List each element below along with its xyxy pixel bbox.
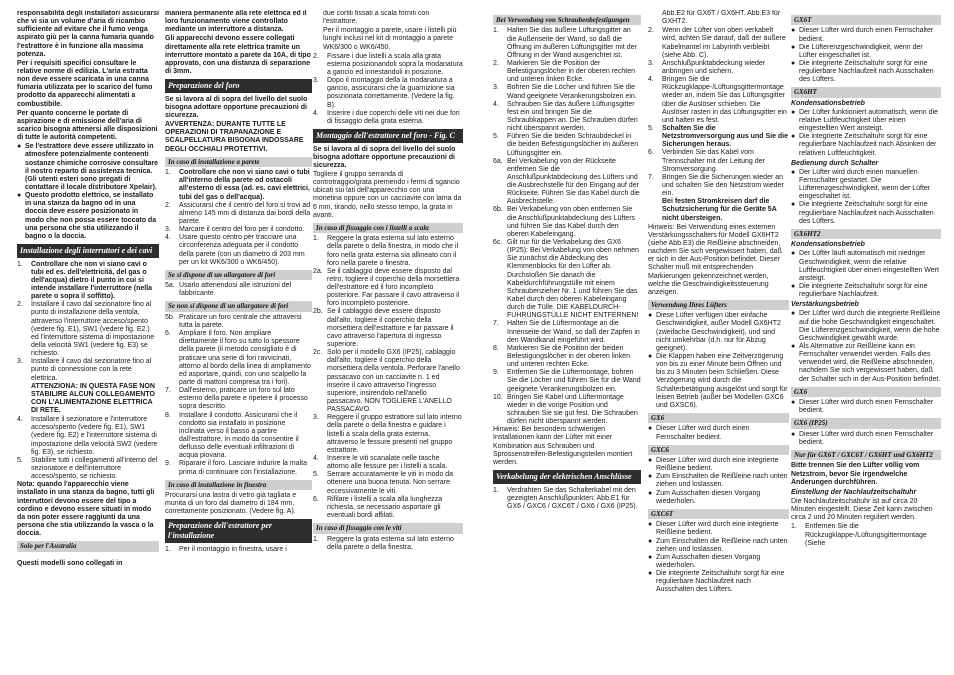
bullet-item: ● Der Lüfter läuft automatisch mit niedriger Geschwindigkeit, wenn die relative Luftfeuchtigkeit über einen eingestellten Wert ansteigt. [791,250,941,283]
bullet-item: ● Die Klappen haben eine Zeitverzögerung von bis zu einer Minute beim Öffnen und bis zu 3 Minuten beim Schließen. Diese Verzögerung wird durch die Schalterbetätigung ausgelöst und sorgt für leisen Betrieb (außer bei Modellen GXC6 und GXSC6). [648,353,789,410]
paragraph: maniera permanente alla rete elettrica ed il loro funzionamento viene controllato mediante un interruttore a distanza. [165,10,307,34]
list-item: 2. Markieren Sie die Position der Befestigungslöcher in der oberen rechten und unteren linken Ecke. [493,59,636,84]
bullet-item: ● Se l'estrattore deve essere utilizzato in atmosfere potenzialmente contenenti sostanze chimiche corrosive consultare il nostro reparto di assistenza tecnica.(Gli utenti esteri sono pregati di contattare il locale distributore Xpelair). [17,143,159,192]
list-item: 6b. Bei Verkabelung von oben entfernen Sie die Anschlußpunktabdeckung des Lüfters und führen Sie das Kabel durch den oberen Kabeleingang. [493,206,636,238]
list-item: 3. Dopo il montaggio della la modanatura a gancio, assicurarsi che la guarnizione sia posizionata correttamente. (Vedere la fig. B). [313,77,455,109]
subsection-heading: In caso di installazione in finestra [165,480,312,490]
list-item: 5b. Praticare un foro centrale che attraversi tutta la parete. [165,313,302,329]
list-item: 2. Fissare i due listelli a scala alla grata esterna posizionandoli sopra la modanatura a gancio ed innestandoli in posizione. [313,52,463,76]
list-item: 5. Schalten Sie die Netzstromversorgung aus und Sie die Sicherungen heraus. [648,124,789,149]
bullet-item: ● Dieser Lüfter wird durch einen Fernschalter bedient. [791,431,941,447]
paragraph: Die Nachlaufzeitschaltuhr ist auf circa 20 Minuten eingestellt. Diese Zeit kann zwischen circa 2 und 20 Minuten reguliert werden. [791,497,933,522]
paragraph: Procurarsi una lastra di vetro già tagliata e munita di un foro dal diametro di 184 mm, correttamente posizionato. (Vedere fig. A). [165,492,297,516]
subheading: Verstärkungsbetrieb [791,301,859,309]
paragraph: Abb.E2 für GX6T / GX6HT. Abb.E3 für GXHT2. [662,10,781,26]
paragraph: due cortili fissati a scala forniti con l'estrattore. [323,10,430,26]
bullet-item: ● Die integrierte Zeitschaltuhr sorgt für eine regulierbare Nachlaufzeit nach Ausschalten des Lüfters. [648,570,789,594]
subheading: Bedienung durch Schalter [791,159,879,167]
list-item: 5a. Usarlo attenendosi alle istruzioni del fabbricante. [165,282,292,298]
list-item: 4. Inserire le viti scanalate nelle tasche attorno alle fessure per i listelli a scala. [313,455,448,471]
column-4 [493,10,641,675]
list-item: 4. Usare questo centro per tracciare una circonferenza adeguata per il condotto della parete (con un diametro di 203 mm per un kit WK6/300 o WK6/450). [165,234,305,266]
bullet-item: ● Zum Einschalten die Reißleine nach unten ziehen und loslassen. [648,538,789,554]
list-item: 3. Installare il cavo dal sezionatore fino al punto di connessione con la rete elettrica. [17,358,152,382]
list-item: 1. Halten Sie das äußere Lüftungsgitter an die Außenseite der Wand, so daß die Öffnung im äußeren Lüftungsgitter mit der Öffnung in der Wand ausgerichtet ist. [493,27,637,59]
bullet-item: ● Dieser Lüfter wird durch einen Fernschalter bedient. [791,27,941,43]
list-item: 1. Reggere la grata esterna sul lato esterno della parete o della finestra, in modo che il foro nella grata esterna sia allineato con il foro nella parete o finestra. [313,235,459,267]
column-2 [165,10,312,675]
column-3 [313,10,463,675]
list-item: 1. Entfernen Sie die Rückzugklappe-/Lüftungsgittermontage (Siehe [791,523,927,547]
subsection-heading: In caso di fissaggio con i listelli a scala [313,223,463,233]
list-item: 7. Bringen Sie die Sicherungen wieder an und schalten Sie den Netzstrom wieder ein. [648,173,784,198]
list-item: 6c. Gilt nur für die Verkabelung des GX6 (IP25): Bei Verkabelung von oben nehmen Sie zunächst die Abdeckung des Klemmenblocks für den Lüfter ab. Durchstoßen Sie danach die Kabeldurchführungstülle mit einem Schraubenzieher Nr. 1 und führen Sie das Kabel durch den oberen Kabeleingang durch die Tülle. DIE KABELDURCH-FÜHRUNGSTÜLLE NICHT ENTFERNEN! [493,239,639,320]
bullet-item: ● Dieser Lüfter wird durch einen Fernschalter bedient. [648,425,789,441]
subsection-heading: Nur für GX6T / GXC6T / GX6HT und GX6HT2 [791,450,941,460]
list-item: 4. Inserire i due coperchi delle viti nei due fori di fissaggio della grata esterna. [313,109,460,125]
list-item: 2c. Solo per il modello GX6 (IP25), cablaggio dall'alto, togliere il coperchio della morsettiera della ventola. Perforare l'anello passacavo con un cacciavite n. 1 ed inserire il cavo attraverso l'ingresso superiore, insirendolo nell'anello passacavo. NON TOGLIERE L'ANELLO PASSACAVO. [313,349,460,414]
column-1 [17,10,159,675]
subheading: Kondensationsbetrieb [791,241,865,249]
subsection-heading: GX6HT2 [791,229,941,239]
bullet-item: ● Zum Ausschalten diesen Vorgang wiederholen. [648,554,789,570]
bullet-item: ● Die integrierte Zeitschaltuhr sorgt für eine regulierbare Nachlaufzeit nach Absinken der relativen Luftfeuchtigkeit. [791,133,941,157]
subsection-heading: Se non si dispone di un allargatore di fori [165,301,312,311]
list-item: 5. Stabilire tutti i collegamenti all'interno del sezionatore e dell'interruttore acceso/spento, se richiesto. [17,456,158,481]
list-item: 2. Wenn der Lüfter von oben verkabelt wird, achten Sie darauf, daß der äußere Kabelmantel im Labyrinth verbleibt (siehe Abb. C). [648,27,786,59]
subsection-heading: GXC6 [648,445,789,455]
list-item: 7. Halten Sie die Lüftermontage an die Innenseite der Wand, so daß der Zapfen in den Wandkanal eingeführt wird. [493,320,640,344]
list-item: 1. Controllare che non vi siano cavi o tubi all'interno della parete od ostacoli all'esterno di essa (ad. es. cavi elettrici, tubi del gas o dell'acqua). [165,169,310,201]
section-heading: Installazione degli interruttori e dei cavi [17,244,159,258]
paragraph: responsabilità degli installatori assicurarsi che vi sia un volume d'aria di ricambio sufficiente ad evitare che il fumo venga aspirato giù per la canna fumaria quando l'estrattore è in funzione alla massima potenza. [17,10,159,58]
list-item: 3. Bohren Sie die Löcher und führen Sie die Wand geeignete Verankerungsbolzen ein. [493,84,637,100]
list-item: 1. Reggere la grata esterna sul lato esterno della parete o della finestra, [313,535,454,551]
bullet-item: ● Die integrierte Zeitschaltuhr sorgt für eine regulierbare Nachlaufzeit. [791,283,941,299]
bullet-item: ● Die integrierte Zeitschaltuhr sorgt für eine regulierbare Nachlaufzeit nach Ausschalten des Lüfters. [791,60,941,84]
subsection-heading: Bei Verwendung von Schraubenbefestigungen [493,15,641,25]
bullet-item: ● Dieser Lüfter wird durch einen Fernschalter bedient. [791,399,941,415]
section-heading: Montaggio dell'estrattore nel foro - Fig. C [313,129,463,143]
list-item: 1. Verdrahten Sie das Schalterkabel mit den gezeigten Anschlußpunkten: Abb.E1 für GX6 / GXC6 / GXC6T / GX6 / GX6 (IP25). [493,486,638,510]
subsection-heading: Se si dispone di un allargatore di fori [165,270,312,280]
paragraph: Se si lavora al di sopra del livello del suolo bisogna adottare opportune precauzioni di sicurezza. [165,95,308,119]
subsection-heading: In caso di installazione a parete [165,157,312,167]
bullet-item: ● Dieser Lüfter wird durch eine integrierte Reißleine bedient. [648,457,789,473]
warning: Bei festen Stromkreisen darf die Schutzsicherung für die Geräte 5A nicht übersteigen. [662,198,777,222]
column-6 [791,10,941,675]
list-item: 2b. Se il cablaggio deve essere disposto dall'alto, togliere il coperchio della morsettiera dell'estrattore e far passare il cavo attraverso l'apertura di ingresso superiore. [313,308,454,349]
bullet-item: ● Der Lüfter wird durch die integrierte Reißleine auf die hohe Geschwindigkeit eingeschaltet. Die Lüfterenzgeschwindigkeit, wenn die hohe Geschwindigkeit gewählt wurde. [791,310,941,343]
paragraph: Gli apparecchi devono essere collegati direttamente alla rete elettrica tramite un interruttore montato a parete da 10A, di tipo approvato, con una distanza di separazione di 3mm. [165,35,311,75]
list-item: 8. Installare il condotto. Assicurarsi che il condotto sia installato in posizione inclinata verso il basso a partire dall'estrattore, in modo da consentire il deflusso delle eventuali infiltrazioni di acqua piovana. [165,411,299,460]
warning: ATTENZIONA: IN QUESTA FASE NON STABILIRE ALCUN COLLEGAMENTO CON L'ALIMENTAZIONE ELETTRICA DI RETE. [31,382,155,415]
note: Nota: quando l'apparecchio viene installato in una stanza da bagno, tutti gli interruttori devono essere del tipo a cordino e devono essere situati in modo da non poter essere raggiunti da una persona che stia utilizzando la vasca o la doccia. [17,481,155,538]
section-heading: Preparazione dell'estrattore per l'installazione [165,519,312,542]
warning: Bitte trennen Sie den Lüfter völlig vom Netzstrom, bevor Sie irgendwelche Änderungen durchführen. [791,462,920,486]
list-item: 3. Reggere il gruppo estrattore sul lato interno della parete o della finestra e guidare i listelli a scala della grata esterna, attraverso le fessure presenti nel gruppo estrattore. [313,414,462,454]
list-item: 2. Assicurarsi che il centro del foro si trovi ad almeno 145 mm di distanza dai bordi della parete. [165,201,311,225]
list-item: 3. Marcare il centro del foro per il condotto. [165,226,305,234]
list-item: 5. Serrare accuratamente le viti in modo da ottenere una buona tenuta. Non serrare eccessivamente le viti. [313,471,454,495]
section-heading: Preparazione del foro [165,79,312,93]
paragraph: Questi modelli sono collegati in [17,559,123,567]
list-item: 4. Installare il sezionatore e l'interruttore acceso/spento (vedere fig. E1), SW1 (vedere fig. E2) e l'interruttore sistema di impostazione della velocità SW2 (vedere fig. E3), se richiesto. [17,416,158,456]
bullet-item: ● Die integrierte Zeitschaltuhr sorgt für eine regulierbare Nachlaufzeit nach Ausschalten des Lüfters. [791,201,941,225]
list-item: 9. Riparare il foro. Lasciare indurire la malta prima di continuare con l'installazione. [165,460,307,476]
section-heading: Verkabelung der elektrischen Anschlüsse [493,470,641,484]
note: Hinweis: Bei Verwendung eines externen Verstärkungsschalters für Modell GX6HT2 (siehe Abb.E3) die Reißleine abschneiden, nachdem Sie sich vergewissert haben, daß er sich in der Aus-Position befindet. Dieser Schalter muß mit entsprechenden Markierungen gekennzeichnet werden, welche die Geschwindigkeitssteuerung anzeigen. [648,223,782,296]
subsection-heading: Verwendung Ihres Lüfters [648,300,789,310]
list-item: 4. Schrauben Sie das äußere Lüftungsgitter fest ein und bringen Sie die Schraubkappen an. Die Schrauben dürfen nicht überspannt werden. [493,100,638,133]
list-item: 6. Ampliare il foro. Non ampliare direttamente il foro su tutto lo spessore della parete (il metodo consigliato è di praticare una serie di fori ravvicinati, attorno al bordo della linea di ampliamento ed asportare, quindi, con uno scalpello la parte di mattoni compresa tra i fori). [165,330,311,386]
list-item: 5. Führen Sie die beiden Schraubdeckel in die beiden Befestigungslöcher im äußeren Lüftungsgitter ein. [493,133,639,157]
paragraph: Per quanto concerne le portate di aspirazione e di emissione dell'aria di scarico bisogna attenersi alle disposizioni di tutte le autorità competenti. [17,109,158,142]
subsection-heading: GX6HT [791,87,941,97]
subsection-heading: Solo per l'Australia [17,541,159,551]
list-item: 2a. Se il cablaggio deve essere disposto dal retro, togliere il coperchio della morsettiera dell'estrattore ed il foro incompleto posteriore. Far passare il cavo attraverso il foro incompleto posteriore. [313,267,460,308]
list-item: 1. Controllare che non vi siano cavi o tubi ed es. dell'elettricità, del gas o dell'acqua) dietro il punto in cui si intende installare l'interruttore (nella parete o sopra il soffitto). [17,260,153,301]
list-item: 9. Entfernen Sie die Lüftermontage, bohren Sie die Löcher und führen Sie für die Wand geeignete Verankerungsbolzen ein. [493,369,641,393]
list-item: 8. Markieren Sie die Position der beiden Befestigungslöcher in der oberen linken und unteren rechten Ecke. [493,344,630,369]
subsection-heading: In caso di fissaggio con le viti [313,523,463,533]
warning: AVVERTENZA: DURANTE TUTTE LE OPERAZIONI DI TRAPANAZIONE E SCALPELLATURA BISOGNA INDOSSARE DEGLI OCCHIALI PROTETTIVI. [165,121,304,153]
subheading: Kondensationsbetrieb [791,99,865,107]
list-item: 6. Verbinden Sie das Kabel vom Trennschalter mit der Leitung der Stromversorgung. [648,149,765,173]
bullet-item: ● Questo prodotto elettrico, se installato in una stanza da bagno od in una doccia deve essere posizionato in modo che non possa essere toccato da una persona che stia utilizzando il bagno o la doccia. [17,192,159,241]
subheading: Einstellung der Nachlaufzeitschaltuhr [791,488,917,496]
subsection-heading: GX6 [791,387,941,397]
list-item: 1. Per il montaggio in finestra, usare i [165,545,287,553]
subsection-heading: GX6 [648,413,789,423]
bullet-item: ● Diese Lüfter verfügen über einfache Geschwindigkeit, außer Modell GX6HT2 (zweifache Geschwindigkeit), und sind nicht umkehrbar (d.h. nur für Abzug geeignet). [648,312,789,353]
paragraph: Per il montaggio a parete, usare i listelli più lunghi inclusi nel kit di montaggio a parete WK6/300 o WK6/450. [323,27,457,51]
list-item: 6a. Bei Verkabelung von der Rückseite entfernen Sie die Anschlußpunktabdeckung des Lüfters und die Ausbrechstelle für den Eingang auf der Rückseite. Führen Sie das Kabel durch die Ausbrechstelle. [493,157,640,206]
paragraph: Se si lavora al di sopra del livello del suolo bisogna adottare opportune precauzioni di sicurezza. [313,145,456,169]
subsection-heading: GX6T [791,15,941,25]
list-item: 7. Dall'esterno, praticare un foro sul lato esterno della parete e ripetere il processo sopra descritto. [165,387,308,411]
bullet-item: ● Als Alternative zur Reißleine kann ein Fernschalter verwendet werden. Falls dies verwendet wird, die Reißleine abschneiden, nachdem Sie sich vergewissert haben, daß der Schalter sich in der Aus-Position befindet. [791,343,941,384]
note: Hinweis: Bei besonders schwierigen Installationen kann der Lüfter mit einer Kombination aus Schrauben und Sprossenstreifen-Befestigungsteilen montiert werden. [493,426,633,466]
column-5 [648,10,789,675]
bullet-item: ● Die Lüfterenzgeschwindigkeit, wenn der Lüfter eingeschaltet ist. [791,44,941,60]
bullet-item: ● Zum Ausschalten diesen Vorgang wiederholen. [648,490,789,506]
list-item: 6. Rifilare i listelli a scala alla lunghezza richiesta, se necessario asportare gli eventuali bordi affilati. [313,495,443,519]
bullet-item: ● Dieser Lüfter wird durch eine integrierte Reißleine bedient. [648,521,789,537]
list-item: 4. Bringen Sie die Rückzugklappe-/Lüftungsgittermontage wieder an, indem Sie das Lüftungsgitter über die Auslöser schieben. Die Auslöser rasten in das Lüftungsgitter ein und halten es fest. [648,76,787,124]
subsection-heading: GX6 (IP25) [791,418,941,428]
list-item: 2. Installare il cavo dal sezionatore fino al punto di installazione della ventola, attraverso l'interruttore acceso/spento (vedere fig. E1), SW1 (vedere fig. E2.) ed l'interruttore sistema di impostazione della velocità SW1 (vedere fig. E3) se richiesto. [17,301,155,358]
bullet-item: ● Zum Einschalten die Reißleine nach unten ziehen und loslassen. [648,473,789,489]
subsection-heading: GXC6T [648,509,789,519]
paragraph: Togliere il gruppo serranda di controtraggio/grata premendo i fermi di sgancio ubicati sui lati dell'apparecchio con una monetina oppure con un cacciavite con lama da 6 mm, tirando, nello stesso tempo, la grata in avanti. [313,170,462,219]
bullet-item: ● Der Lüfter wird durch einen manuellen Fernschalter gestartet. Die Lüfterenzgeschwindigkeit, wenn der Lüfter eingeschaltet ist. [791,169,941,202]
list-item: 3. Anschlußpunktabdeckung wieder anbringen und sichern. [648,59,766,75]
paragraph: Per i requisiti specifici consultare le relative norme di edilizia. L'aria estratta non deve essere scaricata in una canna fumaria utilizzata per lo scarico del fumo prodotto da apparecchi alimentati a combustibile. [17,59,153,108]
bullet-item: ● Der Lüfter funktioniert automatisch, wenn die relative Luftfeuchtigkeit über einen eingestellten Wert ansteigt. [791,109,941,133]
list-item: 10. Bringen Sie Kabel und Lüftermontage wieder in die vorige Position und schrauben Sie sie gut fest. Die Schrauben dürfen nicht überspannt werden. [493,393,638,426]
